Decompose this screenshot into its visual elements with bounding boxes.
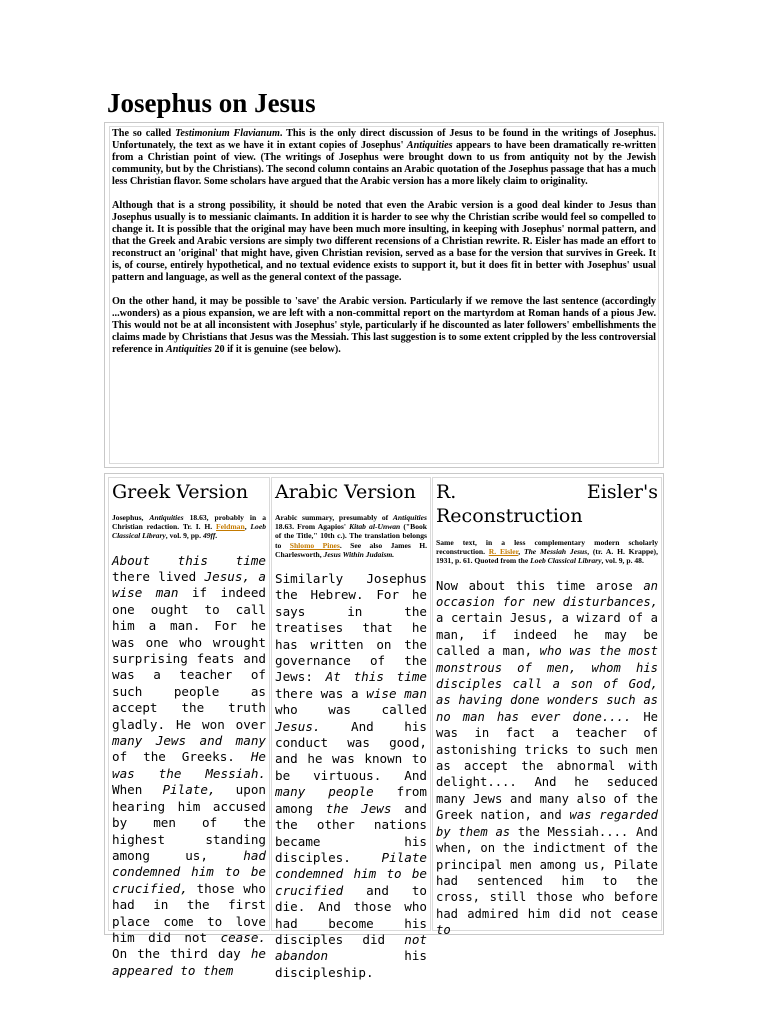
eisler-reconstruction-column <box>432 477 662 938</box>
italic-text: who was the most monstrous of men, whom his disciples call a son of God, as having done wonders such as no man has ever done.... <box>436 644 658 724</box>
italic-text: he appeared to them <box>112 946 266 978</box>
text-run: , (tr. A. H. Krappe), 1931, p. 61. Quoted from the <box>436 547 658 566</box>
text-run: 20 if it is genuine (see below). <box>211 344 341 355</box>
text-run: Arabic summary, presumably of <box>275 513 393 522</box>
eisler-heading-line1: R. Eisler's <box>436 481 658 503</box>
italic-text: The Messiah Jesus <box>523 547 588 557</box>
text-run: 18.63, probably in a Christian redaction. Tr. I. H. <box>112 513 266 532</box>
text-run: Although that is a strong possibility, it should be noted that even the Arabic version is a good deal kinder to Jesus than Josephus usually is to messianic claimants. In addition it is harder to see why the Christian scribe would feel so compelled to change it. It is possible that the original may have been much more insulting, in keeping with Josephus' normal pattern, and that the Greek and Arabic versions are simply two different recensions of a Christian rewrite. R. Eisler has made an effort to reconstruct an 'original' that might have, given Christian revision, served as a base for the version that survives in Greek. It is, of course, entirely hypothetical, and no textual evidence exists to support it, but it does fit in better with Josephus' usual pattern and language, as well as the general context of the passage. <box>112 200 656 283</box>
eisler-heading-line2: Reconstruction <box>436 505 583 527</box>
italic-text: not abandon <box>275 931 427 964</box>
text-run: On the other hand, it may be possible to 'save' the Arabic version. Particularly if we remove the last sentence (accordingly ...wonders) as a pious expansion, we are left with a non-committal report on the martyrdom at Roman hands of a pious Jew. This would not be at all inconsistent with Josephus' style, particularly if he discounted as later followers' embellishments the claims made by Christians that Jesus was the Messiah. This last suggestion is to some extent crippled by the less controversial reference in <box>112 296 656 355</box>
text-run: Now about this time arose <box>436 578 644 593</box>
italic-text: many Jews and many <box>112 733 266 749</box>
italic-text: He was the Messiah. <box>112 749 266 781</box>
arabic-version-text <box>275 571 427 981</box>
text-run: , <box>518 547 524 557</box>
italic-text: Jesus. <box>275 718 321 734</box>
intro-paragraph-3 <box>112 296 656 356</box>
text-run: And his conduct was good, and he was known to be virtuous. And <box>275 718 427 783</box>
italic-text: About this time <box>112 552 266 568</box>
text-run: . See also James H. Charlesworth, <box>275 540 428 559</box>
text-run: and to die. And those who had become his disciples did <box>275 882 427 947</box>
reference-link[interactable]: Feldman <box>215 522 245 532</box>
text-run: a certain Jesus, a wizard of a man, if indeed he may be called a man, <box>436 611 658 659</box>
text-run: . This is the only direct discussion of Jesus to be found in the writings of Josephus. Unfortunately, the text as we have it in extant copies of Josephus' <box>112 128 656 151</box>
text-run: from among <box>275 784 427 816</box>
italic-text: Antiquities <box>165 344 212 355</box>
arabic-version-column <box>271 477 431 980</box>
italic-text: the Jews <box>325 800 392 816</box>
text-run: there lived <box>112 569 205 585</box>
page-title: Josephus on Jesus <box>107 88 316 118</box>
text-run: , vol. 9, p. 48. <box>601 556 644 566</box>
arabic-source-citation <box>275 513 427 559</box>
intro-cell <box>109 126 659 464</box>
text-run: the Messiah.... And when, on the indictment of the principal men among us, Pilate had sentenced him to the cross, still those who before had admired him did not cease <box>436 824 658 921</box>
versions-table <box>104 473 664 980</box>
greek-version-heading: Greek Version <box>112 481 249 503</box>
eisler-heading <box>436 480 658 528</box>
italic-text: Jesus Within Judaism. <box>323 549 395 559</box>
text-run: his discipleship. <box>275 948 427 980</box>
text-run: The so called <box>112 128 176 139</box>
italic-text: Loeb Classical Library <box>112 522 266 541</box>
text-run: 18.63. From Agapios' <box>275 522 350 532</box>
text-run: there was a <box>275 685 367 701</box>
intro-table <box>104 122 664 468</box>
italic-text: had condemned him to be crucified, <box>112 847 266 896</box>
italic-text: was regarded by them as <box>436 808 658 839</box>
italic-text: many people <box>275 784 374 800</box>
italic-text: wise man <box>366 685 427 701</box>
text-run: On the third day <box>112 946 251 962</box>
text-run: ("Book of the Title," 10th c.). The translation belongs to <box>275 522 428 550</box>
text-run: of the Greeks. <box>112 749 251 765</box>
text-run: When <box>112 782 163 798</box>
text-run: if indeed one ought to call him a man. For he was one who wrought surprising feats and was a teacher of such people as accept the truth gladly. He won over <box>112 585 266 732</box>
italic-text: an occasion for new disturbances, <box>436 578 658 610</box>
italic-text: 49ff. <box>202 531 218 541</box>
greek-version-text <box>112 553 266 980</box>
italic-text: Pilate, <box>162 782 216 798</box>
text-run: Similarly Josephus the Hebrew. For he says in the treatises that he has written on the governance of the Jews: <box>275 571 427 685</box>
text-run: He was in fact a teacher of astonishing tricks to such men as accept the abnormal with delight.... And he seduced many Jews and many also of the Greek nation, and <box>436 709 658 823</box>
text-run: upon hearing him accused by men of the highest standing among us, <box>112 782 266 863</box>
text-run: those who had in the first place come to love him did not <box>112 880 266 945</box>
eisler-reconstruction-text <box>436 578 658 939</box>
italic-text: Jesus, a wise man <box>112 569 266 601</box>
italic-text: Antiquities <box>406 140 453 151</box>
text-run: , vol. 9, pp. <box>165 531 203 541</box>
italic-text: cease. <box>220 929 266 945</box>
italic-text: Kitab al-Unwan <box>349 522 401 532</box>
italic-text: Antiquities <box>149 513 184 522</box>
reference-link[interactable]: Shlomo Pines <box>289 540 340 550</box>
text-run: Same text, in a less complementary modern scholarly reconstruction. <box>436 538 658 557</box>
text-run: , <box>244 522 251 532</box>
text-run: who was called <box>275 702 427 718</box>
eisler-source-citation <box>436 538 658 566</box>
italic-text: Loeb Classical Library <box>530 556 602 566</box>
reference-link[interactable]: R. Eisler <box>488 547 519 557</box>
arabic-version-heading: Arabic Version <box>275 481 416 503</box>
greek-version-column <box>108 477 270 978</box>
italic-text: Testimonium Flavianum <box>175 128 280 139</box>
intro-paragraph-2 <box>112 200 656 284</box>
italic-text: At this time <box>325 669 427 685</box>
intro-paragraph-1 <box>112 128 656 188</box>
text-run: appears to have been dramatically re-written from a Christian point of view. (The writings of Josephus were brought down to us from antiquity not by the Jewish community, but by the Christians). The second column contains an Arabic quotation of the Josephus passage that has a much less Christian flavor. Some scholars have argued that the Arabic version has a more likely claim to originality. <box>112 140 656 187</box>
italic-text: Pilate condemned him to be crucified <box>275 849 427 898</box>
italic-text: Antiquities <box>392 513 427 522</box>
greek-source-citation <box>112 513 266 541</box>
text-run: Josephus, <box>112 513 150 522</box>
text-run: and the other nations became his disciples. <box>275 800 427 865</box>
italic-text: to <box>436 923 451 938</box>
